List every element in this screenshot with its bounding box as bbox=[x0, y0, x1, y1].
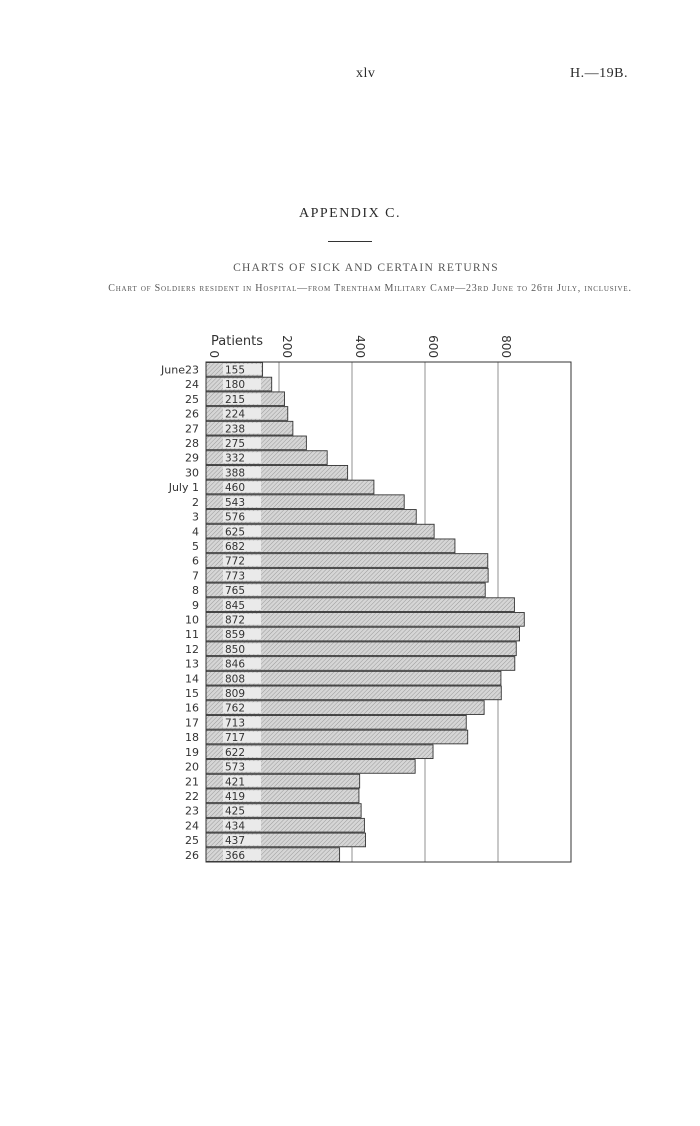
category-label-19: 12 bbox=[185, 642, 199, 656]
data-label-22: 809 bbox=[225, 688, 246, 701]
page-number: xlv bbox=[356, 66, 376, 81]
category-label-8: July 1 bbox=[168, 481, 199, 495]
category-label-1: 24 bbox=[185, 378, 199, 392]
x-tick-label-600: 600 bbox=[426, 335, 440, 358]
category-label-10: 3 bbox=[192, 510, 199, 524]
category-label-23: 16 bbox=[185, 701, 199, 715]
data-label-10: 576 bbox=[225, 511, 246, 524]
x-axis-title: Patients bbox=[211, 334, 264, 349]
data-label-26: 622 bbox=[225, 746, 246, 759]
category-label-26: 19 bbox=[185, 745, 199, 759]
category-label-15: 8 bbox=[192, 584, 199, 598]
x-tick-label-400: 400 bbox=[353, 335, 367, 358]
category-label-31: 24 bbox=[185, 819, 199, 833]
data-label-6: 332 bbox=[225, 452, 246, 465]
category-label-14: 7 bbox=[192, 569, 199, 583]
x-tick-label-0: 0 bbox=[207, 350, 221, 358]
category-label-11: 4 bbox=[192, 525, 199, 539]
data-label-13: 772 bbox=[225, 555, 246, 568]
data-label-16: 845 bbox=[225, 599, 246, 612]
category-label-25: 18 bbox=[185, 731, 199, 745]
data-label-5: 275 bbox=[225, 438, 246, 451]
data-label-7: 388 bbox=[225, 467, 246, 480]
data-label-11: 625 bbox=[225, 526, 246, 539]
data-label-8: 460 bbox=[225, 482, 246, 495]
category-label-0: June23 bbox=[161, 363, 199, 377]
category-label-5: 28 bbox=[185, 437, 199, 451]
category-label-24: 17 bbox=[185, 716, 199, 730]
data-label-9: 543 bbox=[225, 496, 246, 509]
category-label-18: 11 bbox=[185, 628, 199, 642]
category-label-3: 26 bbox=[185, 407, 199, 421]
data-label-20: 846 bbox=[225, 658, 246, 671]
data-label-19: 850 bbox=[225, 643, 246, 656]
category-label-22: 15 bbox=[185, 687, 199, 701]
data-label-3: 224 bbox=[225, 408, 246, 421]
data-label-24: 713 bbox=[225, 717, 246, 730]
category-label-30: 23 bbox=[185, 804, 199, 818]
data-label-17: 872 bbox=[225, 614, 246, 627]
data-label-29: 419 bbox=[225, 790, 246, 803]
data-label-1: 180 bbox=[225, 379, 246, 392]
category-label-20: 13 bbox=[185, 657, 199, 671]
data-label-28: 421 bbox=[225, 776, 246, 789]
data-label-21: 808 bbox=[225, 673, 246, 686]
data-label-25: 717 bbox=[225, 732, 246, 745]
data-label-32: 437 bbox=[225, 835, 246, 848]
data-label-14: 773 bbox=[225, 570, 246, 583]
category-label-6: 29 bbox=[185, 451, 199, 465]
data-label-30: 425 bbox=[225, 805, 246, 818]
x-tick-label-200: 200 bbox=[280, 335, 294, 358]
category-label-4: 27 bbox=[185, 422, 199, 436]
data-label-12: 682 bbox=[225, 540, 246, 553]
category-label-12: 5 bbox=[192, 539, 199, 553]
data-label-0: 155 bbox=[225, 364, 246, 377]
chart-caption: Chart of Soldiers resident in Hospital—from Trentham Military Camp—23rd June to 26th July, inclusive. bbox=[108, 283, 632, 294]
document-reference: H.—19B. bbox=[570, 66, 628, 81]
data-label-23: 762 bbox=[225, 702, 246, 715]
category-label-2: 25 bbox=[185, 392, 199, 406]
data-label-31: 434 bbox=[225, 820, 246, 833]
data-label-15: 765 bbox=[225, 585, 246, 598]
chart-heading: CHARTS OF SICK AND CERTAIN RETURNS bbox=[233, 262, 499, 274]
category-label-29: 22 bbox=[185, 789, 199, 803]
category-label-28: 21 bbox=[185, 775, 199, 789]
category-label-16: 9 bbox=[192, 598, 199, 612]
category-label-13: 6 bbox=[192, 554, 199, 568]
category-label-17: 10 bbox=[185, 613, 199, 627]
appendix-title: APPENDIX C. bbox=[298, 206, 402, 221]
data-label-2: 215 bbox=[225, 393, 246, 406]
x-tick-label-800: 800 bbox=[499, 335, 513, 358]
category-label-27: 20 bbox=[185, 760, 199, 774]
category-label-32: 25 bbox=[185, 834, 199, 848]
data-label-18: 859 bbox=[225, 629, 246, 642]
category-label-7: 30 bbox=[185, 466, 199, 480]
data-label-27: 573 bbox=[225, 761, 246, 774]
data-label-33: 366 bbox=[225, 849, 246, 862]
data-label-4: 238 bbox=[225, 423, 246, 436]
category-label-33: 26 bbox=[185, 848, 199, 862]
category-label-21: 14 bbox=[185, 672, 199, 686]
category-label-9: 2 bbox=[192, 495, 199, 509]
